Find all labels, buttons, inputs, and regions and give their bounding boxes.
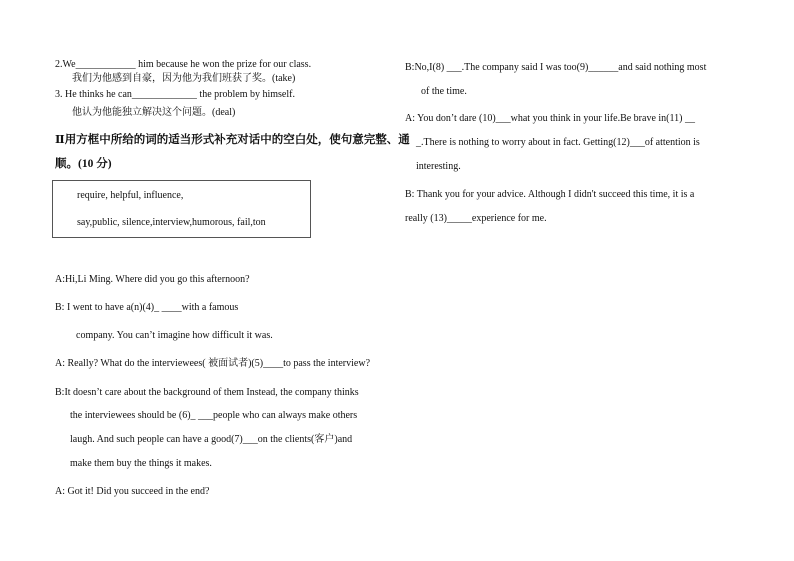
word-box (52, 180, 311, 238)
dialogue-line: B:It doesn’t care about the background of them Instead, the company thinks (55, 387, 359, 398)
dialogue-line: B:No,I(8) ___.The company said I was too(9)______and said nothing most (405, 62, 707, 73)
dialogue-line: _.There is nothing to worry about in fact. Getting(12)___of attention is (416, 137, 700, 148)
dialogue-line: make them buy the things it makes. (70, 458, 212, 469)
question-2-line: 2.We____________ him because he won the prize for our class. (55, 59, 312, 70)
dialogue-line: of the time. (421, 86, 467, 97)
dialogue-line: really (13)_____experience for me. (405, 213, 547, 224)
dialogue-line: A: You don’t dare (10)___what you think in your life.Be brave in(11) __ (405, 113, 695, 124)
dialogue-line: A: Got it! Did you succeed in the end? (55, 486, 210, 497)
dialogue-line: company. You can’t imagine how difficult it was. (76, 330, 273, 341)
dialogue-line: interesting. (416, 161, 461, 172)
question-2-hint: 我们为他感到自豪，因为他为我们班获了奖。(take) (72, 73, 296, 84)
section-2-instruction-cont: 顺。(10 分) (55, 158, 112, 170)
section-2-instruction: Ⅱ用方框中所给的词的适当形式补充对话中的空白处，使句意完整、通 (55, 134, 410, 146)
dialogue-line: laugh. And such people can have a good(7)___on the clients(客户)and (70, 434, 353, 445)
word-box-line-2: say,public, silence,interview,humorous, fail,ton (77, 217, 266, 228)
question-3-line: 3. He thinks he can_____________ the problem by himself. (55, 89, 295, 100)
dialogue-line: the interviewees should be (6)_ ___people who can always make others (70, 410, 358, 421)
dialogue-line: B: I went to have a(n)(4)_ ____with a famous (55, 302, 239, 313)
dialogue-line: A: Really? What do the interviewees( 被面试者)(5)____to pass the interview? (55, 358, 371, 369)
question-3-hint: 他认为他能独立解决这个问题。(deal) (72, 107, 236, 118)
dialogue-line: A:Hi,Li Ming. Where did you go this afternoon? (55, 274, 250, 285)
dialogue-line: B: Thank you for your advice. Although I didn't succeed this time, it is a (405, 189, 695, 200)
word-box-line-1: require, helpful, influence, (77, 190, 184, 201)
